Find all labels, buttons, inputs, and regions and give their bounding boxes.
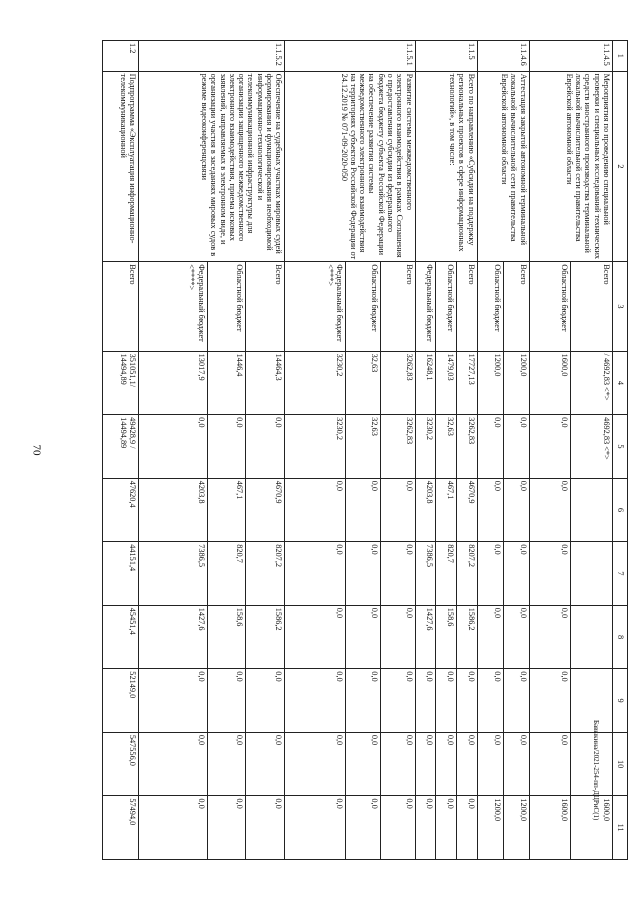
value-cell: 0,0	[346, 732, 381, 796]
row-name: Обеспечение на судебных участках мировых судей формирования и функционирования необходимой информационно-технологической и телекоммуникационной инфраструктуры для организации защищенного межведомственного электронного взаимодействия, приема исковых заявлений, направляемых в электронном виде, и организации участия в заседаниях мировых судов в режиме видеоконференцсвязи	[139, 71, 285, 262]
row-name: Всего по направлению «Субсидии на поддержку региональных проектов в сфере информационных технологий», в том числе:	[415, 71, 477, 262]
value-cell: 0,0	[503, 542, 529, 606]
value-cell: 4203,8	[139, 478, 207, 542]
value-cell: 0,0	[477, 415, 503, 479]
value-cell: 0,0	[139, 415, 207, 479]
value-cell: 4670,9	[246, 478, 285, 542]
value-cell: 3262,83	[380, 351, 415, 415]
value-cell: 1446,4	[207, 351, 246, 415]
value-cell: 0,0	[529, 542, 571, 606]
value-cell: 1427,6	[415, 605, 436, 669]
value-cell: 14464,3	[246, 351, 285, 415]
value-cell	[571, 542, 613, 606]
value-cell: 0,0	[246, 415, 285, 479]
budget-table	[102, 40, 628, 860]
funding-source: Областной бюджет	[477, 262, 503, 351]
funding-source: Всего	[456, 262, 477, 351]
value-cell: 0,0	[285, 796, 346, 860]
value-cell	[571, 605, 613, 669]
row-name: Подпрограмма «Эксплуатация информационно-телекоммуникационной	[103, 71, 139, 262]
funding-source: Всего	[103, 262, 139, 351]
value-cell: 1600,0	[529, 796, 571, 860]
value-cell: 547556,0	[103, 732, 139, 796]
funding-source: Всего	[246, 262, 285, 351]
value-cell: 0,0	[285, 732, 346, 796]
value-cell: 467,1	[436, 478, 457, 542]
col-header: 7	[613, 542, 628, 606]
value-cell: 1200,0	[477, 796, 503, 860]
value-cell: 7386,5	[415, 542, 436, 606]
value-cell: 32,63	[436, 415, 457, 479]
document-footer: Бавыкина/2021-254-пп-ДЦРиС(1)	[592, 720, 600, 821]
value-cell: 4670,9	[456, 478, 477, 542]
value-cell: 0,0	[346, 669, 381, 733]
rotated-table-wrapper	[102, 40, 628, 860]
funding-source: Федеральный бюджет <***>	[285, 262, 346, 351]
value-cell: 0,0	[503, 478, 529, 542]
value-cell: 0,0	[246, 796, 285, 860]
value-cell: 0,0	[207, 732, 246, 796]
value-cell: 0,0	[415, 796, 436, 860]
value-cell: 0,0	[246, 732, 285, 796]
value-cell: 0,0	[415, 669, 436, 733]
table-row	[456, 41, 477, 860]
row-name: Аттестация закрытой автономной терминальной локальной вычислительной сети правительства Еврейской автономной области	[477, 71, 529, 262]
col-header: 11	[613, 796, 628, 860]
funding-source: Областной бюджет	[346, 262, 381, 351]
funding-source: Федеральный бюджет	[415, 262, 436, 351]
value-cell: 0,0	[503, 669, 529, 733]
value-cell: 49428,9 / 14494,89	[103, 415, 139, 479]
value-cell: 7386,5	[139, 542, 207, 606]
value-cell: 351051,1/ 14494,89	[103, 351, 139, 415]
value-cell: 0,0	[285, 669, 346, 733]
value-cell: 1586,2	[456, 605, 477, 669]
value-cell: 0,0	[207, 796, 246, 860]
col-header: 8	[613, 605, 628, 669]
funding-source: Всего	[380, 262, 415, 351]
value-cell: 158,6	[436, 605, 457, 669]
value-cell: 467,1	[207, 478, 246, 542]
value-cell: 3262,83	[380, 415, 415, 479]
funding-source: Областной бюджет	[207, 262, 246, 351]
col-header: 9	[613, 669, 628, 733]
value-cell: 0,0	[436, 669, 457, 733]
row-name: Развитие системы межведомственного электронного взаимодействия в рамках Соглашения о предоставлении субсидии из федерального бюджета бюджету субъекта Российской Федерации на обеспечение развития системы межведомственного электронного взаимодействия на территориях субъектов Российской Федерации от 24.12.2019 № 071-09-2020-050	[285, 71, 415, 262]
col-header: 6	[613, 478, 628, 542]
value-cell: 0,0	[503, 415, 529, 479]
funding-source: Федеральный бюджет <****>	[139, 262, 207, 351]
value-cell: 1600,0	[529, 351, 571, 415]
row-code: 1.1.4.6	[477, 41, 529, 72]
value-cell: 47620,4	[103, 478, 139, 542]
value-cell: 0,0	[285, 542, 346, 606]
value-cell: 820,7	[207, 542, 246, 606]
value-cell: 0,0	[456, 796, 477, 860]
value-cell: 57494,0	[103, 796, 139, 860]
col-header: 4	[613, 351, 628, 415]
value-cell: 0,0	[503, 605, 529, 669]
funding-source: Всего	[503, 262, 529, 351]
funding-source: Областной бюджет	[436, 262, 457, 351]
value-cell: 0,0	[436, 732, 457, 796]
value-cell: 3230,2	[285, 415, 346, 479]
value-cell: 3230,2	[285, 351, 346, 415]
value-cell: 1200,0	[477, 351, 503, 415]
value-cell	[571, 478, 613, 542]
value-cell: 3262,83	[456, 415, 477, 479]
value-cell: 16248,1	[415, 351, 436, 415]
value-cell: 0,0	[346, 478, 381, 542]
value-cell: 0,0	[477, 542, 503, 606]
value-cell: 1427,6	[139, 605, 207, 669]
row-code: 1.1.5	[415, 41, 477, 72]
value-cell: 0,0	[207, 669, 246, 733]
table-row	[380, 41, 415, 860]
value-cell: 17727,13	[456, 351, 477, 415]
value-cell: 0,0	[529, 478, 571, 542]
value-cell: 0,0	[380, 478, 415, 542]
value-cell: 0,0	[207, 415, 246, 479]
col-header: 1	[613, 41, 628, 72]
col-header: 10	[613, 732, 628, 796]
table-row	[503, 41, 529, 860]
value-cell: 0,0	[285, 478, 346, 542]
row-code: 1.2	[103, 41, 139, 72]
value-cell: 1586,2	[246, 605, 285, 669]
value-cell: 0,0	[529, 605, 571, 669]
value-cell: 0,0	[477, 605, 503, 669]
value-cell: 0,0	[503, 732, 529, 796]
table-row	[103, 41, 139, 860]
value-cell: 0,0	[346, 796, 381, 860]
funding-source: Всего	[571, 262, 613, 351]
value-cell: 0,0	[139, 669, 207, 733]
value-cell: 8207,2	[246, 542, 285, 606]
value-cell: 0,0	[380, 669, 415, 733]
value-cell: 3230,2	[415, 415, 436, 479]
value-cell: 0,0	[139, 732, 207, 796]
value-cell: 0,0	[456, 732, 477, 796]
value-cell: 0,0	[529, 669, 571, 733]
value-cell: 0,0	[456, 669, 477, 733]
value-cell: 44151,4	[103, 542, 139, 606]
value-cell: 158,6	[207, 605, 246, 669]
value-cell: 0,0	[380, 605, 415, 669]
value-cell: 8207,2	[456, 542, 477, 606]
value-cell: 0,0	[346, 542, 381, 606]
value-cell: 13017,9	[139, 351, 207, 415]
col-header: 5	[613, 415, 628, 479]
value-cell: 4692,83 <*>	[571, 415, 613, 479]
row-code: 1.1.5.1	[285, 41, 415, 72]
table-row	[246, 41, 285, 860]
page-number: 70	[30, 444, 43, 456]
value-cell: 0,0	[477, 478, 503, 542]
col-header: 2	[613, 71, 628, 262]
table-body	[103, 41, 613, 860]
value-cell: 0,0	[346, 605, 381, 669]
header-row	[613, 41, 628, 860]
value-cell: 0,0	[529, 415, 571, 479]
value-cell: 1600,0	[571, 796, 613, 860]
value-cell: 0,0	[139, 796, 207, 860]
value-cell: 0,0	[415, 732, 436, 796]
value-cell: 0,0	[529, 732, 571, 796]
value-cell: 1200,0	[503, 796, 529, 860]
row-code: 1.1.5.2	[139, 41, 285, 72]
value-cell: 52149,0	[103, 669, 139, 733]
value-cell: 0,0	[246, 669, 285, 733]
value-cell: 0,0	[285, 605, 346, 669]
funding-source: Областной бюджет	[529, 262, 571, 351]
value-cell: 32,63	[346, 351, 381, 415]
value-cell: 0,0	[380, 732, 415, 796]
value-cell: 0,0	[380, 796, 415, 860]
row-name: Мероприятия по проведению специальной проверки и специальных исследований технических средств иностранного производства терминальной локальной вычислительной сети правительства Еврейской автономной области	[529, 71, 612, 262]
value-cell: 1200,0	[503, 351, 529, 415]
row-code: 1.1.4.5	[529, 41, 612, 72]
value-cell: 1479,03	[436, 351, 457, 415]
value-cell: 0,0	[477, 669, 503, 733]
value-cell: 0,0	[436, 796, 457, 860]
value-cell: 820,7	[436, 542, 457, 606]
value-cell: 0,0	[380, 542, 415, 606]
value-cell: 45451,4	[103, 605, 139, 669]
col-header: 3	[613, 262, 628, 351]
value-cell: 32,63	[346, 415, 381, 479]
value-cell: / 4692,83 <*>	[571, 351, 613, 415]
value-cell: 0,0	[477, 732, 503, 796]
value-cell: 4203,8	[415, 478, 436, 542]
